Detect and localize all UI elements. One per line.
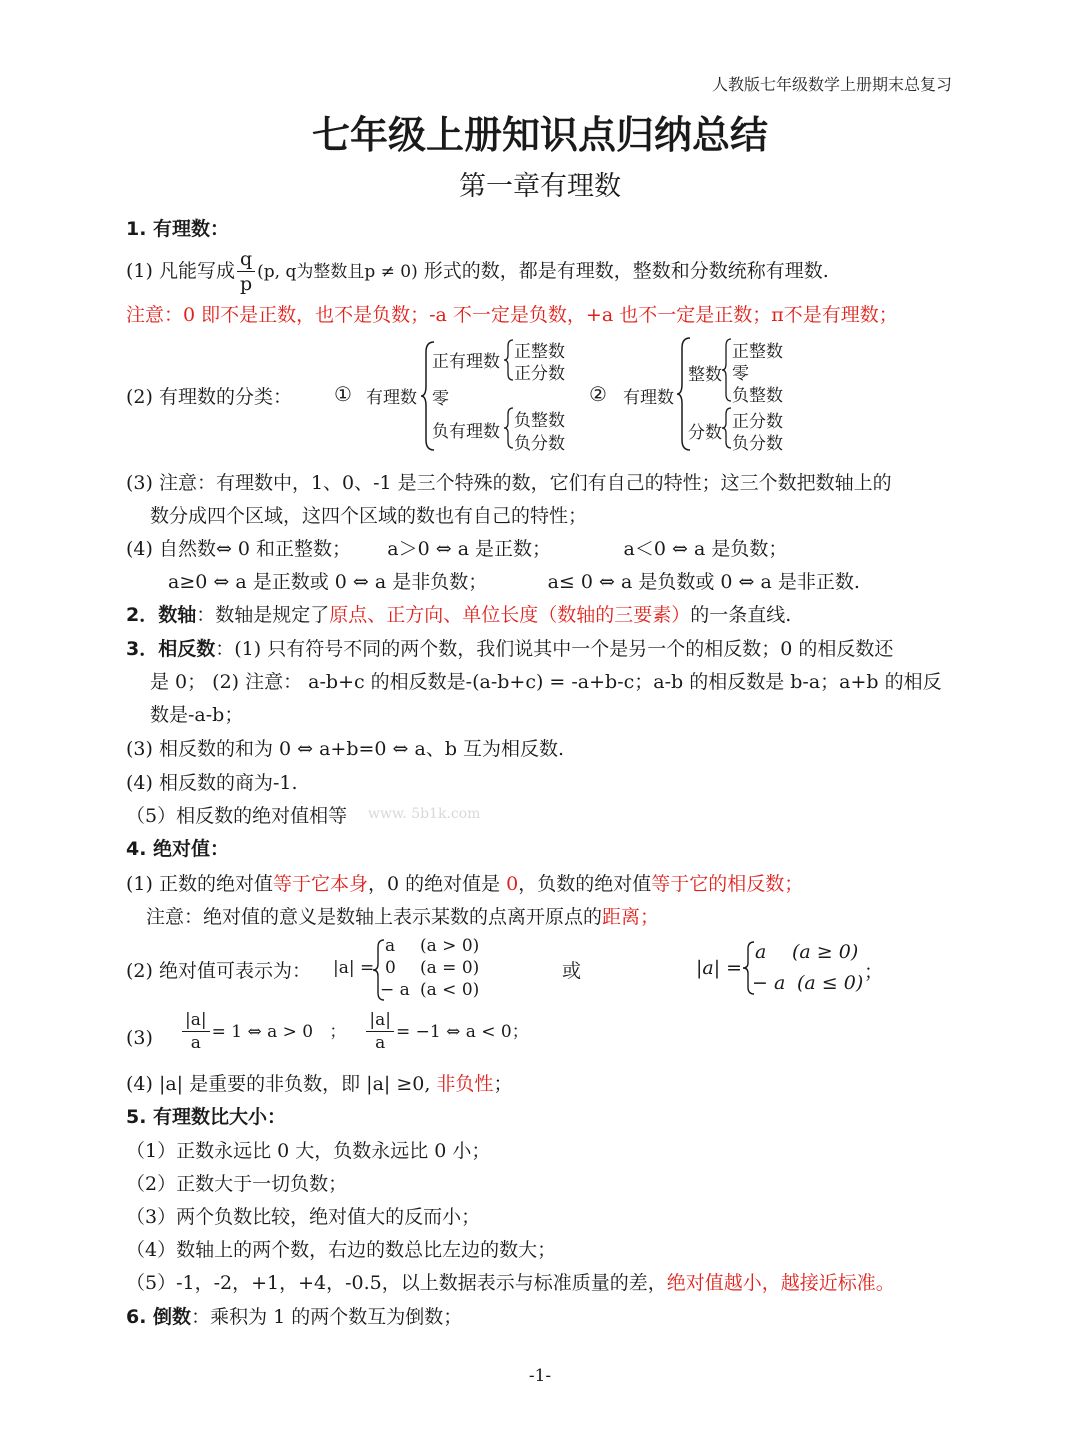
classification-1-root: 有理数 bbox=[366, 388, 417, 408]
quotient-fraction-2 bbox=[366, 1012, 394, 1052]
abs-text-c: ，0 的绝对值是 bbox=[367, 873, 507, 895]
fraction-label: 分数 bbox=[688, 423, 722, 443]
section-6-heading: 6. 倒数 bbox=[126, 1306, 192, 1328]
abs-note-b: 距离 bbox=[602, 906, 641, 928]
negative-fraction: 负分数 bbox=[514, 434, 565, 454]
section-1-note: 注意：0 即不是正数，也不是负数；-a 不一定是负数，+a 也不一定是正数；π不是有理数； bbox=[126, 304, 898, 326]
watermark-text: www. 5b1k.com bbox=[368, 806, 481, 822]
classification-1-marker: ① bbox=[334, 382, 352, 406]
chapter-title: 第一章有理数 bbox=[459, 171, 621, 202]
section-3-line-1 bbox=[126, 634, 893, 661]
quotient-1-numerator: |a| bbox=[185, 1010, 207, 1030]
classification-2-marker: ② bbox=[589, 382, 607, 406]
or-text: 或 bbox=[562, 960, 582, 982]
page-number: -1- bbox=[528, 1366, 552, 1386]
quotient-2-numerator: |a| bbox=[369, 1010, 391, 1030]
negative-integer: 负整数 bbox=[514, 411, 565, 431]
abs-note-a: 注意：绝对值的意义是数轴上表示某数的点离开原点的 bbox=[146, 906, 603, 928]
positive-rational: 正有理数 bbox=[432, 352, 500, 372]
section-3-line-6: （5）相反数的绝对值相等 bbox=[126, 805, 348, 827]
rational-definition bbox=[126, 250, 829, 294]
fraction-negative: 负分数 bbox=[732, 434, 783, 454]
case-1-value: a bbox=[385, 936, 396, 956]
case-5-condition: (a ≤ 0) bbox=[797, 972, 864, 994]
compare-item-5-text: （5）-1，-2，+1，+4，-0.5，以上数据表示与标准质量的差， bbox=[126, 1272, 667, 1294]
section-2-prefix: ：数轴是规定了 bbox=[196, 604, 330, 626]
compare-item-5 bbox=[126, 1268, 895, 1295]
quotient-fraction-1 bbox=[182, 1012, 210, 1052]
case-3-value: − a bbox=[380, 980, 410, 1000]
special-numbers-line-2: 数分成四个区域，这四个区域的数也有自己的特性； bbox=[150, 505, 588, 527]
abs-expr-2: |a| = bbox=[696, 957, 743, 979]
abs-text-a: (1) 正数的绝对值 bbox=[126, 873, 273, 895]
integer-label: 整数 bbox=[688, 365, 722, 385]
negative-rational: 负有理数 bbox=[432, 422, 500, 442]
integer-zero: 零 bbox=[732, 364, 749, 384]
section-2-number-line bbox=[126, 600, 791, 627]
compare-item-2: （2）正数大于一切负数； bbox=[126, 1173, 348, 1195]
section-2-three-elements: 原点、正方向、单位长度（数轴的三要素） bbox=[329, 604, 691, 626]
abs-quotient-formulas bbox=[180, 1012, 529, 1052]
classification-2-root: 有理数 bbox=[623, 388, 674, 408]
case-4-value: a bbox=[755, 941, 767, 963]
quotient-2-result: = −1 ⇔ a < 0； bbox=[395, 1022, 529, 1042]
abs-text-g: ； bbox=[784, 873, 804, 895]
section-6-text: ：乘积为 1 的两个数互为倒数； bbox=[191, 1306, 463, 1328]
quotient-1-result: = 1 ⇔ a > 0 ； bbox=[211, 1022, 347, 1042]
section-6-reciprocal bbox=[126, 1302, 462, 1329]
integer-negative: 负整数 bbox=[732, 386, 783, 406]
non-negative-label: 非负性 bbox=[436, 1073, 494, 1095]
section-3-line-2: 是 0； (2) 注意： a-b+c 的相反数是-(a-b+c) = -a+b-c；a-b 的相反数是 b-a；a+b 的相反 bbox=[150, 671, 942, 693]
compare-item-1: （1）正数永远比 0 大，负数永远比 0 小； bbox=[126, 1140, 491, 1162]
natural-number-line-2: a≥0 ⇔ a 是正数或 0 ⇔ a 是非负数； a≤ 0 ⇔ a 是负数或 0 ⇔ a 是非正数. bbox=[168, 571, 860, 593]
fraction-positive: 正分数 bbox=[732, 412, 783, 432]
abs-quotient-label: (3) bbox=[126, 1027, 153, 1049]
positive-fraction: 正分数 bbox=[514, 364, 565, 384]
abs-text-f: 等于它的相反数 bbox=[651, 873, 785, 895]
case-2-condition: (a = 0) bbox=[420, 958, 480, 978]
case-1-condition: (a > 0) bbox=[420, 936, 480, 956]
abs-expr-1: |a| = bbox=[333, 958, 375, 978]
abs-text-b: 等于它本身 bbox=[272, 873, 368, 895]
section-4-heading: 4. 绝对值： bbox=[126, 838, 230, 860]
classification-label: (2) 有理数的分类： bbox=[126, 386, 292, 408]
header-text: 人教版七年级数学上册期末总复习 bbox=[711, 75, 952, 94]
special-numbers-line-1: (3) 注意：有理数中，1、0、-1 是三个特殊的数，它们有自己的特性；这三个数把数轴上的 bbox=[126, 472, 892, 494]
semicolon: ； bbox=[864, 961, 884, 983]
section-1-heading: 1. 有理数： bbox=[126, 218, 230, 240]
non-negative-line bbox=[126, 1069, 512, 1096]
absolute-value-line-1 bbox=[126, 869, 803, 896]
abs-text-d: 0 bbox=[506, 873, 519, 895]
quotient-2-denominator: a bbox=[366, 1031, 394, 1052]
compare-item-5-highlight: 绝对值越小，越接近标准。 bbox=[666, 1272, 895, 1294]
case-2-value: 0 bbox=[385, 958, 396, 978]
compare-item-3: （3）两个负数比较，绝对值大的反而小； bbox=[126, 1206, 481, 1228]
fraction-numerator: q bbox=[239, 248, 253, 270]
case-5-value: − a bbox=[752, 972, 786, 994]
compare-item-4: （4）数轴上的两个数，右边的数总比左边的数大； bbox=[126, 1239, 557, 1261]
page-title: 七年级上册知识点归纳总结 bbox=[311, 112, 768, 157]
abs-note-c: ； bbox=[640, 906, 660, 928]
absolute-value-note bbox=[146, 902, 659, 929]
case-3-condition: (a < 0) bbox=[420, 980, 480, 1000]
zero: 零 bbox=[432, 389, 449, 409]
section-3-line-3: 数是-a-b； bbox=[150, 704, 244, 726]
section-2-heading: 2．数轴 bbox=[126, 604, 197, 626]
definition-condition: (p, q为整数且p ≠ 0) bbox=[257, 262, 418, 282]
positive-integer: 正整数 bbox=[514, 342, 565, 362]
quotient-1-denominator: a bbox=[182, 1031, 210, 1052]
section-3-line-5: (4) 相反数的商为-1. bbox=[126, 772, 298, 794]
non-negative-prefix: (4) |a| 是重要的非负数，即 |a| ≥0, bbox=[126, 1073, 437, 1095]
definition-suffix: 形式的数，都是有理数，整数和分数统称有理数. bbox=[417, 260, 829, 282]
natural-number-line-1: (4) 自然数⇔ 0 和正整数； a＞0 ⇔ a 是正数； a＜0 ⇔ a 是负数； bbox=[126, 538, 788, 560]
section-3-heading: 3．相反数 bbox=[126, 638, 216, 660]
section-2-suffix: 的一条直线. bbox=[690, 604, 792, 626]
section-3-text-1: ：(1) 只有符号不同的两个数，我们说其中一个是另一个的相反数；0 的相反数还 bbox=[215, 638, 894, 660]
abs-text-e: ，负数的绝对值 bbox=[518, 873, 652, 895]
section-5-heading: 5. 有理数比大小： bbox=[126, 1106, 287, 1128]
integer-positive: 正整数 bbox=[732, 342, 783, 362]
section-3-line-4: (3) 相反数的和为 0 ⇔ a+b=0 ⇔ a、b 互为相反数. bbox=[126, 738, 565, 760]
non-negative-suffix: ； bbox=[493, 1073, 513, 1095]
abs-representation-label: (2) 绝对值可表示为： bbox=[126, 960, 311, 982]
case-4-condition: (a ≥ 0) bbox=[792, 941, 859, 963]
fraction-q-over-p bbox=[237, 250, 255, 294]
definition-prefix: (1) 凡能写成 bbox=[126, 260, 235, 282]
fraction-denominator: p bbox=[237, 271, 255, 294]
